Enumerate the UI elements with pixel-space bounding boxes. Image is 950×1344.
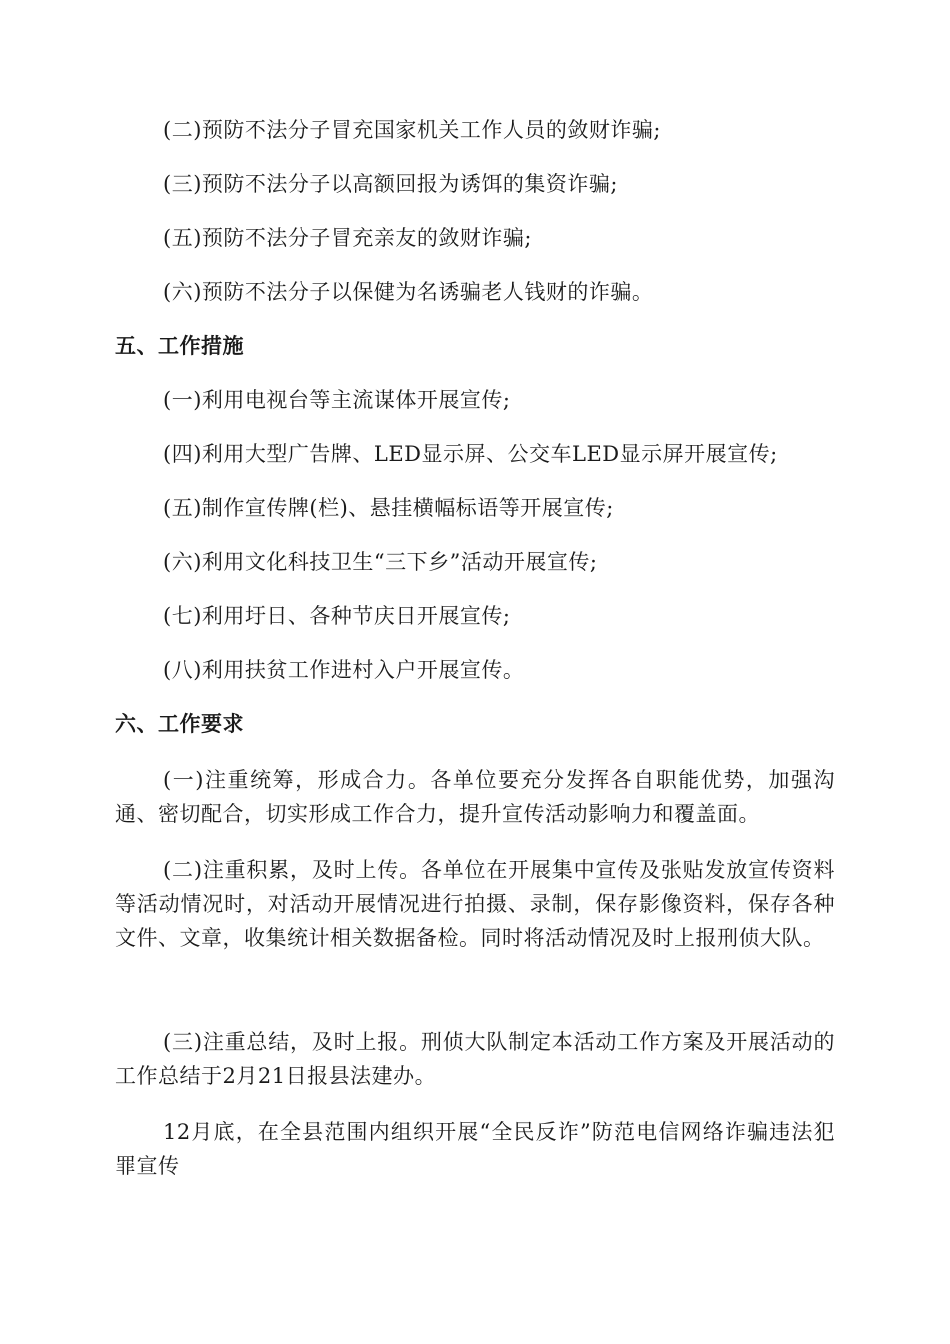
closing-paragraph: 12月底，在全县范围内组织开展“全民反诈”防范电信网络诈骗违法犯罪宣传	[115, 1120, 835, 1178]
section-heading-measures: 五、工作措施	[115, 334, 244, 358]
measure-item: (一)利用电视台等主流谋体开展宣传;	[163, 388, 511, 412]
prevention-item: (五)预防不法分子冒充亲友的敛财诈骗;	[163, 226, 532, 250]
measure-item: (五)制作宣传牌(栏)、悬挂横幅标语等开展宣传;	[163, 496, 614, 520]
requirement-paragraph: (二)注重积累，及时上传。各单位在开展集中宣传及张贴发放宣传资料等活动情况时，对活动开展情况进行拍摄、录制，保存影像资料，保存各种文件、文章，收集统计相关数据备检。同时将活动情况及时上报刑侦大队。	[115, 858, 835, 950]
section-heading-requirements: 六、工作要求	[115, 712, 244, 736]
prevention-item: (三)预防不法分子以高额回报为诱饵的集资诈骗;	[163, 172, 618, 196]
measure-item: (四)利用大型广告牌、LED显示屏、公交车LED显示屏开展宣传;	[163, 442, 778, 466]
measure-item: (八)利用扶贫工作进村入户开展宣传。	[163, 658, 525, 682]
measure-item: (七)利用圩日、各种节庆日开展宣传;	[163, 604, 511, 628]
requirement-paragraph: (一)注重统筹，形成合力。各单位要充分发挥各自职能优势，加强沟通、密切配合，切实形成工作合力，提升宣传活动影响力和覆盖面。	[115, 768, 835, 826]
prevention-item: (六)预防不法分子以保健为名诱骗老人钱财的诈骗。	[163, 280, 654, 304]
requirement-paragraph: (三)注重总结，及时上报。刑侦大队制定本活动工作方案及开展活动的工作总结于2月21日报县法建办。	[115, 1030, 835, 1088]
measure-item: (六)利用文化科技卫生“三下乡”活动开展宣传;	[163, 550, 598, 574]
prevention-item: (二)预防不法分子冒充国家机关工作人员的敛财诈骗;	[163, 118, 661, 142]
